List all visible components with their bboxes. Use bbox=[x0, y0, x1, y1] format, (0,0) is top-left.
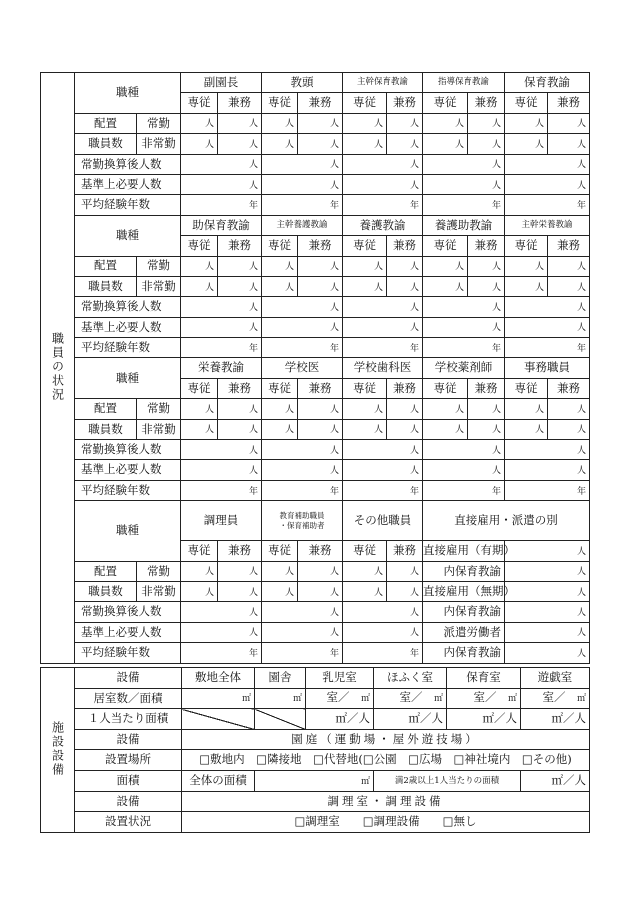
full-time-header: 専従 bbox=[505, 93, 548, 113]
count-input[interactable]: 人 bbox=[548, 256, 590, 276]
employment-type-label: 派遣労働者 bbox=[423, 622, 505, 642]
count-input[interactable]: 人 bbox=[505, 113, 548, 133]
facility-table bbox=[40, 667, 590, 833]
count-input[interactable]: 人 bbox=[218, 419, 262, 439]
count-input[interactable]: 人 bbox=[343, 419, 387, 439]
count-input[interactable]: 人 bbox=[387, 256, 423, 276]
required-input[interactable]: 人 bbox=[262, 460, 343, 480]
employment-input[interactable]: 人 bbox=[505, 602, 590, 622]
count-input[interactable]: 人 bbox=[181, 581, 218, 601]
regular-label: 常勤 bbox=[137, 256, 181, 276]
avg-years-input[interactable]: 年 bbox=[343, 643, 423, 663]
part-time-label: 非常勤 bbox=[137, 276, 181, 296]
full-time-header: 専従 bbox=[262, 378, 298, 398]
facility-column: 敷地全体 bbox=[182, 668, 255, 689]
count-input[interactable]: 人 bbox=[423, 113, 468, 133]
avg-years-input[interactable]: 年 bbox=[181, 480, 262, 500]
required-label: 基準上必要人数 bbox=[75, 317, 181, 337]
facility-column: 遊戯室 bbox=[521, 668, 590, 689]
status-label: 設置状況 bbox=[75, 812, 182, 833]
required-input[interactable]: 人 bbox=[505, 317, 590, 337]
placement-label: 配置 bbox=[75, 256, 137, 276]
avg-years-input[interactable]: 年 bbox=[181, 195, 262, 215]
count-input[interactable]: 人 bbox=[262, 419, 298, 439]
count-input[interactable]: 人 bbox=[181, 276, 218, 296]
job-label: 職種 bbox=[75, 358, 181, 399]
fte-input[interactable]: 人 bbox=[423, 297, 505, 317]
job-title: 助保育教諭 bbox=[181, 215, 262, 235]
count-input[interactable]: 人 bbox=[218, 399, 262, 419]
fte-input[interactable]: 人 bbox=[505, 154, 590, 174]
avg-years-input[interactable]: 年 bbox=[262, 643, 343, 663]
count-input[interactable]: 人 bbox=[468, 399, 505, 419]
count-input[interactable]: 人 bbox=[298, 256, 343, 276]
fte-label: 常勤換算後人数 bbox=[75, 440, 181, 460]
employment-header: 直接雇用・派遣の別 bbox=[423, 501, 590, 541]
count-input[interactable]: 人 bbox=[218, 276, 262, 296]
facility-column: 保育室 bbox=[447, 668, 521, 689]
count-input[interactable]: 人 bbox=[262, 256, 298, 276]
avg-years-input[interactable]: 年 bbox=[423, 195, 505, 215]
facility-column: 園舎 bbox=[255, 668, 306, 689]
required-input[interactable]: 人 bbox=[343, 460, 423, 480]
required-input[interactable]: 人 bbox=[181, 460, 262, 480]
full-time-header: 専従 bbox=[181, 541, 218, 561]
avg-years-input[interactable]: 年 bbox=[343, 338, 423, 358]
count-input[interactable]: 人 bbox=[298, 419, 343, 439]
count-input[interactable]: 人 bbox=[181, 419, 218, 439]
employment-type-label: 内保育教諭 bbox=[423, 561, 505, 581]
count-input[interactable]: 人 bbox=[423, 419, 468, 439]
count-input[interactable]: 人 bbox=[548, 276, 590, 296]
location-options[interactable]: □敷地内 □隣接地 □代替地(□公園 □広場 □神社境内 □その他) bbox=[182, 750, 590, 771]
count-input[interactable]: 人 bbox=[262, 134, 298, 154]
dual-role-header: 兼務 bbox=[298, 541, 343, 561]
total-area-label: 全体の面積 bbox=[182, 770, 255, 791]
count-input[interactable]: 人 bbox=[387, 419, 423, 439]
dual-role-header: 兼務 bbox=[548, 378, 590, 398]
avg-years-input[interactable]: 年 bbox=[423, 338, 505, 358]
required-input[interactable]: 人 bbox=[505, 174, 590, 194]
required-input[interactable]: 人 bbox=[181, 174, 262, 194]
dual-role-header: 兼務 bbox=[387, 541, 423, 561]
count-input[interactable]: 人 bbox=[505, 256, 548, 276]
avg-years-label: 平均経験年数 bbox=[75, 480, 181, 500]
required-input[interactable]: 人 bbox=[262, 622, 343, 642]
required-input[interactable]: 人 bbox=[423, 174, 505, 194]
input-cell[interactable]: ㎡／人 bbox=[521, 709, 590, 730]
count-input[interactable]: 人 bbox=[548, 113, 590, 133]
count-input[interactable]: 人 bbox=[423, 276, 468, 296]
over2-area-input[interactable]: ㎡／人 bbox=[521, 770, 590, 791]
fte-label: 常勤換算後人数 bbox=[75, 154, 181, 174]
count-input[interactable]: 人 bbox=[262, 561, 298, 581]
avg-years-input[interactable]: 年 bbox=[505, 480, 590, 500]
required-input[interactable]: 人 bbox=[423, 460, 505, 480]
avg-years-input[interactable]: 年 bbox=[181, 338, 262, 358]
rooms-area-label: 居室数／面積 bbox=[75, 688, 182, 709]
count-input[interactable]: 人 bbox=[181, 561, 218, 581]
dual-role-header: 兼務 bbox=[468, 236, 505, 256]
input-cell[interactable]: ㎡／人 bbox=[374, 709, 447, 730]
garden-title: 園庭（運動場・屋外遊技場） bbox=[182, 729, 590, 750]
avg-years-input[interactable]: 年 bbox=[181, 643, 262, 663]
count-input[interactable]: 人 bbox=[548, 399, 590, 419]
count-input[interactable]: 人 bbox=[218, 581, 262, 601]
diagonal-cell bbox=[255, 709, 306, 730]
required-input[interactable]: 人 bbox=[505, 460, 590, 480]
area-label: 面積 bbox=[75, 770, 182, 791]
count-input[interactable]: 人 bbox=[423, 256, 468, 276]
staff-section-label: 職員の状況 bbox=[41, 73, 75, 664]
location-label: 設置場所 bbox=[75, 750, 182, 771]
job-title: 調理員 bbox=[181, 501, 262, 541]
dual-role-header: 兼務 bbox=[387, 236, 423, 256]
fte-input[interactable]: 人 bbox=[262, 602, 343, 622]
full-time-header: 専従 bbox=[262, 541, 298, 561]
full-time-header: 専従 bbox=[262, 236, 298, 256]
fte-label: 常勤換算後人数 bbox=[75, 297, 181, 317]
dual-role-header: 兼務 bbox=[218, 541, 262, 561]
full-time-header: 専従 bbox=[505, 236, 548, 256]
placement-label: 配置 bbox=[75, 561, 137, 581]
input-cell[interactable]: ㎡／人 bbox=[306, 709, 374, 730]
count-input[interactable]: 人 bbox=[505, 419, 548, 439]
placement-label: 配置 bbox=[75, 113, 137, 133]
kitchen-title: 調理室・調理設備 bbox=[182, 791, 590, 812]
facility-section-label: 施設設備 bbox=[41, 668, 75, 833]
job-title: 栄養教諭 bbox=[181, 358, 262, 378]
full-time-header: 専従 bbox=[423, 236, 468, 256]
input-cell[interactable]: ㎡ bbox=[182, 688, 255, 709]
avg-years-input[interactable]: 年 bbox=[505, 195, 590, 215]
count-input[interactable]: 人 bbox=[387, 113, 423, 133]
dual-role-header: 兼務 bbox=[298, 93, 343, 113]
regular-label: 常勤 bbox=[137, 561, 181, 581]
count-input[interactable]: 人 bbox=[343, 256, 387, 276]
count-input[interactable]: 人 bbox=[468, 419, 505, 439]
employment-input[interactable]: 人 bbox=[505, 643, 590, 663]
over2-area-label: 満2歳以上1人当たりの面積 bbox=[374, 770, 521, 791]
count-input[interactable]: 人 bbox=[548, 419, 590, 439]
count-input[interactable]: 人 bbox=[505, 134, 548, 154]
status-options[interactable]: □調理室 □調理設備 □無し bbox=[182, 812, 590, 833]
avg-years-label: 平均経験年数 bbox=[75, 195, 181, 215]
dual-role-header: 兼務 bbox=[298, 378, 343, 398]
count-input[interactable]: 人 bbox=[218, 134, 262, 154]
avg-years-input[interactable]: 年 bbox=[262, 480, 343, 500]
facility-equipment-label: 設備 bbox=[75, 668, 182, 689]
job-title: 主幹保育教諭 bbox=[343, 73, 423, 93]
dual-role-header: 兼務 bbox=[548, 236, 590, 256]
regular-label: 常勤 bbox=[137, 399, 181, 419]
dual-role-header: 兼務 bbox=[218, 93, 262, 113]
employment-type-label: 内保育教諭 bbox=[423, 602, 505, 622]
fte-input[interactable]: 人 bbox=[423, 440, 505, 460]
avg-years-input[interactable]: 年 bbox=[423, 480, 505, 500]
full-time-header: 専従 bbox=[343, 378, 387, 398]
full-time-header: 専従 bbox=[181, 236, 218, 256]
count-input[interactable]: 人 bbox=[298, 276, 343, 296]
fte-input[interactable]: 人 bbox=[181, 440, 262, 460]
part-time-label: 非常勤 bbox=[137, 581, 181, 601]
count-input[interactable]: 人 bbox=[505, 276, 548, 296]
input-cell[interactable]: ㎡ bbox=[255, 688, 306, 709]
count-input[interactable]: 人 bbox=[548, 134, 590, 154]
dual-role-header: 兼務 bbox=[468, 93, 505, 113]
per-person-area-label: １人当たり面積 bbox=[75, 709, 182, 730]
count-input[interactable]: 人 bbox=[423, 399, 468, 419]
required-input[interactable]: 人 bbox=[423, 317, 505, 337]
avg-years-label: 平均経験年数 bbox=[75, 338, 181, 358]
required-input[interactable]: 人 bbox=[343, 622, 423, 642]
facility-column: ほふく室 bbox=[374, 668, 447, 689]
count-input[interactable]: 人 bbox=[387, 276, 423, 296]
required-input[interactable]: 人 bbox=[181, 317, 262, 337]
fte-input[interactable]: 人 bbox=[343, 154, 423, 174]
input-cell[interactable]: 室／ ㎡ bbox=[374, 688, 447, 709]
job-title: 副園長 bbox=[181, 73, 262, 93]
count-input[interactable]: 人 bbox=[298, 113, 343, 133]
staff-count-label: 職員数 bbox=[75, 419, 137, 439]
count-input[interactable]: 人 bbox=[468, 113, 505, 133]
count-input[interactable]: 人 bbox=[262, 581, 298, 601]
dual-role-header: 兼務 bbox=[387, 378, 423, 398]
required-input[interactable]: 人 bbox=[343, 317, 423, 337]
job-title: 養護教諭 bbox=[343, 215, 423, 235]
count-input[interactable]: 人 bbox=[505, 399, 548, 419]
fte-input[interactable]: 人 bbox=[343, 297, 423, 317]
employment-input[interactable]: 人 bbox=[505, 561, 590, 581]
fte-label: 常勤換算後人数 bbox=[75, 602, 181, 622]
count-input[interactable]: 人 bbox=[298, 561, 343, 581]
part-time-label: 非常勤 bbox=[137, 134, 181, 154]
input-cell[interactable]: 室／ ㎡ bbox=[447, 688, 521, 709]
fte-input[interactable]: 人 bbox=[262, 297, 343, 317]
placement-label: 配置 bbox=[75, 399, 137, 419]
required-input[interactable]: 人 bbox=[262, 174, 343, 194]
job-title: 事務職員 bbox=[505, 358, 590, 378]
regular-label: 常勤 bbox=[137, 113, 181, 133]
count-input[interactable]: 人 bbox=[343, 276, 387, 296]
fte-input[interactable]: 人 bbox=[181, 154, 262, 174]
count-input[interactable]: 人 bbox=[387, 134, 423, 154]
dual-role-header: 兼務 bbox=[218, 378, 262, 398]
dual-role-header: 兼務 bbox=[298, 236, 343, 256]
input-cell[interactable]: 室／ ㎡ bbox=[521, 688, 590, 709]
job-label: 職種 bbox=[75, 215, 181, 256]
dual-role-header: 兼務 bbox=[548, 93, 590, 113]
staff-count-label: 職員数 bbox=[75, 276, 137, 296]
full-time-header: 専従 bbox=[262, 93, 298, 113]
employment-input[interactable]: 人 bbox=[505, 541, 590, 561]
employment-type-label: 直接雇用（有期） bbox=[423, 541, 505, 561]
input-cell[interactable]: ㎡／人 bbox=[447, 709, 521, 730]
job-title: その他職員 bbox=[343, 501, 423, 541]
full-time-header: 専従 bbox=[505, 378, 548, 398]
avg-years-input[interactable]: 年 bbox=[343, 480, 423, 500]
facility-column: 乳児室 bbox=[306, 668, 374, 689]
kitchen-equipment-label: 設備 bbox=[75, 791, 182, 812]
dual-role-header: 兼務 bbox=[468, 378, 505, 398]
dual-role-header: 兼務 bbox=[387, 93, 423, 113]
count-input[interactable]: 人 bbox=[262, 276, 298, 296]
full-time-header: 専従 bbox=[343, 93, 387, 113]
count-input[interactable]: 人 bbox=[181, 113, 218, 133]
full-time-header: 専従 bbox=[343, 541, 387, 561]
count-input[interactable]: 人 bbox=[262, 113, 298, 133]
count-input[interactable]: 人 bbox=[181, 134, 218, 154]
count-input[interactable]: 人 bbox=[468, 276, 505, 296]
dual-role-header: 兼務 bbox=[218, 236, 262, 256]
fte-input[interactable]: 人 bbox=[181, 602, 262, 622]
count-input[interactable]: 人 bbox=[468, 256, 505, 276]
full-time-header: 専従 bbox=[343, 236, 387, 256]
count-input[interactable]: 人 bbox=[343, 581, 387, 601]
diagonal-cell bbox=[182, 709, 255, 730]
count-input[interactable]: 人 bbox=[343, 113, 387, 133]
total-area-input[interactable]: ㎡ bbox=[255, 770, 374, 791]
job-title: 主幹養護教諭 bbox=[262, 215, 343, 235]
job-title: 学校薬剤師 bbox=[423, 358, 505, 378]
job-title: 養護助教諭 bbox=[423, 215, 505, 235]
input-cell[interactable]: 室／ ㎡ bbox=[306, 688, 374, 709]
fte-input[interactable]: 人 bbox=[343, 440, 423, 460]
job-label: 職種 bbox=[75, 73, 181, 114]
job-title: 学校歯科医 bbox=[343, 358, 423, 378]
fte-input[interactable]: 人 bbox=[505, 440, 590, 460]
full-time-header: 専従 bbox=[181, 93, 218, 113]
job-label: 職種 bbox=[75, 501, 181, 561]
count-input[interactable]: 人 bbox=[218, 561, 262, 581]
job-title: 主幹栄養教諭 bbox=[505, 215, 590, 235]
count-input[interactable]: 人 bbox=[468, 134, 505, 154]
staff-table bbox=[40, 72, 590, 664]
count-input[interactable]: 人 bbox=[181, 399, 218, 419]
count-input[interactable]: 人 bbox=[387, 581, 423, 601]
count-input[interactable]: 人 bbox=[298, 399, 343, 419]
count-input[interactable]: 人 bbox=[218, 256, 262, 276]
avg-years-input[interactable]: 年 bbox=[262, 338, 343, 358]
required-label: 基準上必要人数 bbox=[75, 174, 181, 194]
fte-input[interactable]: 人 bbox=[423, 154, 505, 174]
garden-equipment-label: 設備 bbox=[75, 729, 182, 750]
required-input[interactable]: 人 bbox=[262, 317, 343, 337]
fte-input[interactable]: 人 bbox=[262, 154, 343, 174]
job-title: 教頭 bbox=[262, 73, 343, 93]
fte-input[interactable]: 人 bbox=[181, 297, 262, 317]
staff-count-label: 職員数 bbox=[75, 581, 137, 601]
count-input[interactable]: 人 bbox=[298, 581, 343, 601]
count-input[interactable]: 人 bbox=[343, 561, 387, 581]
count-input[interactable]: 人 bbox=[343, 134, 387, 154]
fte-input[interactable]: 人 bbox=[262, 440, 343, 460]
count-input[interactable]: 人 bbox=[387, 561, 423, 581]
job-title: 保育教諭 bbox=[505, 73, 590, 93]
job-title: 学校医 bbox=[262, 358, 343, 378]
count-input[interactable]: 人 bbox=[387, 399, 423, 419]
job-title: 指導保育教諭 bbox=[423, 73, 505, 93]
avg-years-input[interactable]: 年 bbox=[262, 195, 343, 215]
count-input[interactable]: 人 bbox=[181, 256, 218, 276]
required-label: 基準上必要人数 bbox=[75, 460, 181, 480]
count-input[interactable]: 人 bbox=[423, 134, 468, 154]
avg-years-input[interactable]: 年 bbox=[343, 195, 423, 215]
part-time-label: 非常勤 bbox=[137, 419, 181, 439]
full-time-header: 専従 bbox=[423, 93, 468, 113]
avg-years-input[interactable]: 年 bbox=[505, 338, 590, 358]
count-input[interactable]: 人 bbox=[262, 399, 298, 419]
full-time-header: 専従 bbox=[181, 378, 218, 398]
job-title: 教育補助職員 ・保育補助者 bbox=[262, 501, 343, 541]
employment-type-label: 直接雇用（無期） bbox=[423, 581, 505, 601]
count-input[interactable]: 人 bbox=[218, 113, 262, 133]
employment-input[interactable]: 人 bbox=[505, 581, 590, 601]
count-input[interactable]: 人 bbox=[298, 134, 343, 154]
staff-count-label: 職員数 bbox=[75, 134, 137, 154]
required-input[interactable]: 人 bbox=[181, 622, 262, 642]
employment-input[interactable]: 人 bbox=[505, 622, 590, 642]
required-input[interactable]: 人 bbox=[343, 174, 423, 194]
fte-input[interactable]: 人 bbox=[343, 602, 423, 622]
employment-type-label: 内保育教諭 bbox=[423, 643, 505, 663]
fte-input[interactable]: 人 bbox=[505, 297, 590, 317]
count-input[interactable]: 人 bbox=[343, 399, 387, 419]
full-time-header: 専従 bbox=[423, 378, 468, 398]
required-label: 基準上必要人数 bbox=[75, 622, 181, 642]
avg-years-label: 平均経験年数 bbox=[75, 643, 181, 663]
